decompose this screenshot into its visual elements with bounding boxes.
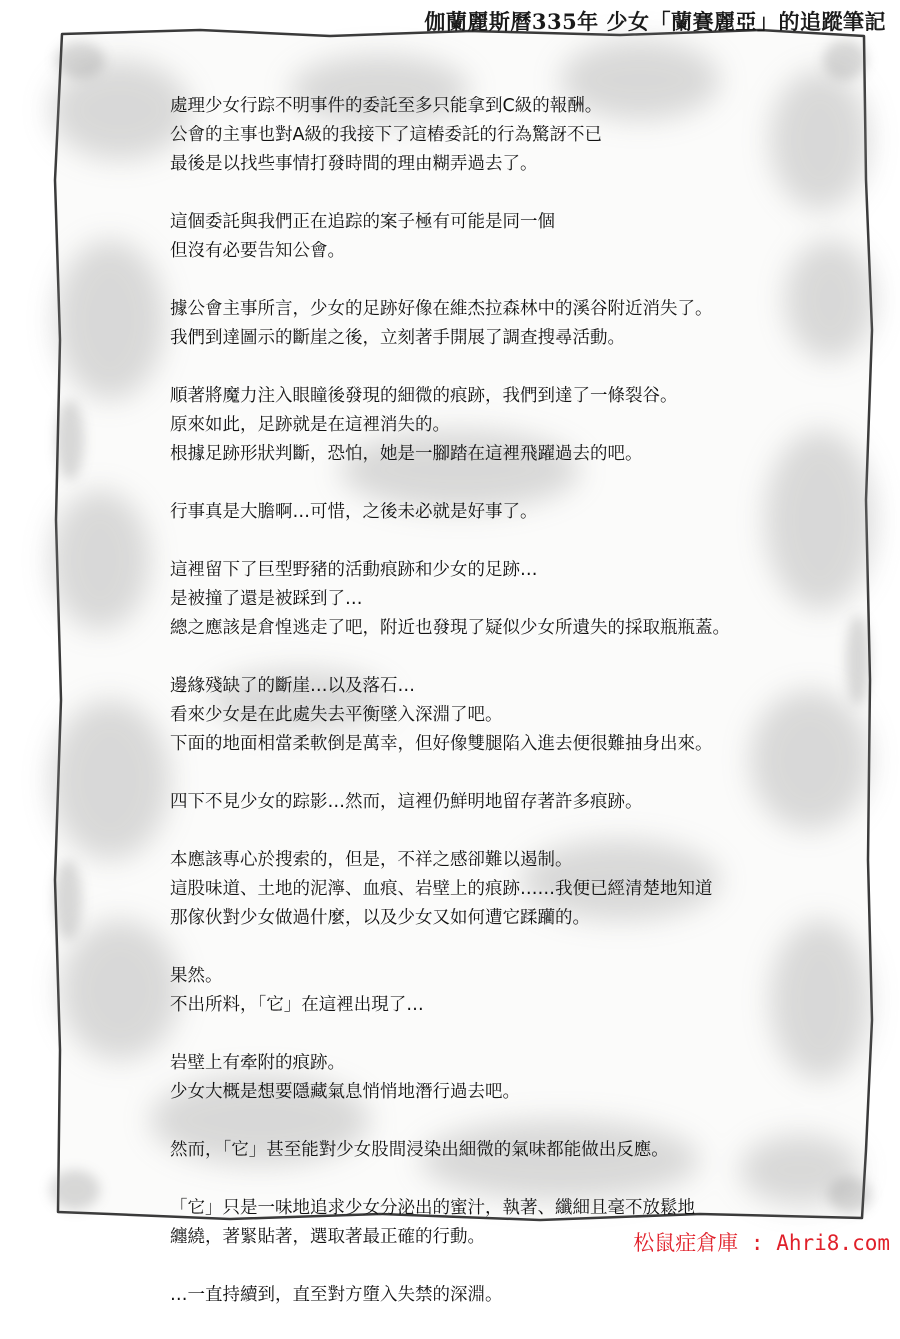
text-line: 少女大概是想要隱藏氣息悄悄地潛行過去吧。 [170, 1082, 520, 1102]
text-line: 但沒有必要告知公會。 [170, 241, 345, 261]
text-line: 我們到達圖示的斷崖之後，立刻著手開展了調查搜尋活動。 [170, 328, 625, 348]
paragraph [170, 962, 860, 1020]
text-line: 不出所料，「它」在這裡出現了… [170, 995, 424, 1015]
text-line: 纏繞，著緊貼著，選取著最正確的行動。 [170, 1227, 485, 1247]
text-line: 最後是以找些事情打發時間的理由糊弄過去了。 [170, 154, 538, 174]
text-line: 下面的地面相當柔軟倒是萬幸，但好像雙腿陷入進去便很難抽身出來。 [170, 734, 713, 754]
paragraph [170, 846, 860, 933]
text-line: 處理少女行踪不明事件的委託至多只能拿到C級的報酬。 [170, 96, 603, 116]
text-line: 公會的主事也對A級的我接下了這樁委託的行為驚訝不已 [170, 125, 602, 145]
paragraph [170, 1281, 860, 1310]
text-line: 那傢伙對少女做過什麼，以及少女又如何遭它蹂躪的。 [170, 908, 590, 928]
text-line: 原來如此，足跡就是在這裡消失的。 [170, 415, 450, 435]
text-line: 這裡留下了巨型野豬的活動痕跡和少女的足跡… [170, 560, 538, 580]
paragraph [170, 92, 860, 179]
watermark-text: 松鼠症倉庫 : Ahri8.com [633, 1231, 890, 1255]
paragraph [170, 1136, 860, 1165]
page-header-title: 伽蘭麗斯曆335年 少女「蘭賽麗亞」的追蹤筆記 [424, 9, 886, 34]
text-line: 果然。 [170, 966, 223, 986]
text-line: 行事真是大膽啊…可惜，之後未必就是好事了。 [170, 502, 538, 522]
text-line: 這個委託與我們正在追踪的案子極有可能是同一個 [170, 212, 555, 232]
text-line: 根據足跡形狀判斷，恐怕，她是一腳踏在這裡飛躍過去的吧。 [170, 444, 643, 464]
paragraph [170, 788, 860, 817]
text-line: 本應該專心於搜索的，但是，不祥之感卻難以遏制。 [170, 850, 573, 870]
paragraph [170, 1049, 860, 1107]
text-line: 是被撞了還是被踩到了… [170, 589, 363, 609]
text-line: 然而，「它」甚至能對少女股間浸染出細微的氣味都能做出反應。 [170, 1140, 669, 1160]
paragraph [170, 295, 860, 353]
text-line: 邊緣殘缺了的斷崖…以及落石… [170, 676, 415, 696]
paragraph [170, 382, 860, 469]
text-line: 這股味道、土地的泥濘、血痕、岩壁上的痕跡……我便已經清楚地知道 [170, 879, 713, 899]
text-line: …一直持續到，直至對方墮入失禁的深淵。 [170, 1285, 503, 1305]
text-line: 岩壁上有牽附的痕跡。 [170, 1053, 345, 1073]
text-line: 看來少女是在此處失去平衡墜入深淵了吧。 [170, 705, 503, 725]
text-line: 順著將魔力注入眼瞳後發現的細微的痕跡，我們到達了一條裂谷。 [170, 386, 678, 406]
text-line: 據公會主事所言，少女的足跡好像在維杰拉森林中的溪谷附近消失了。 [170, 299, 713, 319]
paragraph [170, 556, 860, 643]
note-body [170, 92, 860, 1339]
paragraph [170, 672, 860, 759]
paragraph [170, 498, 860, 527]
text-line: 「它」只是一味地追求少女分泌出的蜜汁，執著、纖細且毫不放鬆地 [170, 1198, 695, 1218]
text-line: 總之應該是倉惶逃走了吧，附近也發現了疑似少女所遺失的採取瓶瓶蓋。 [170, 618, 730, 638]
paragraph [170, 208, 860, 266]
text-line: 四下不見少女的踪影…然而，這裡仍鮮明地留存著許多痕跡。 [170, 792, 643, 812]
